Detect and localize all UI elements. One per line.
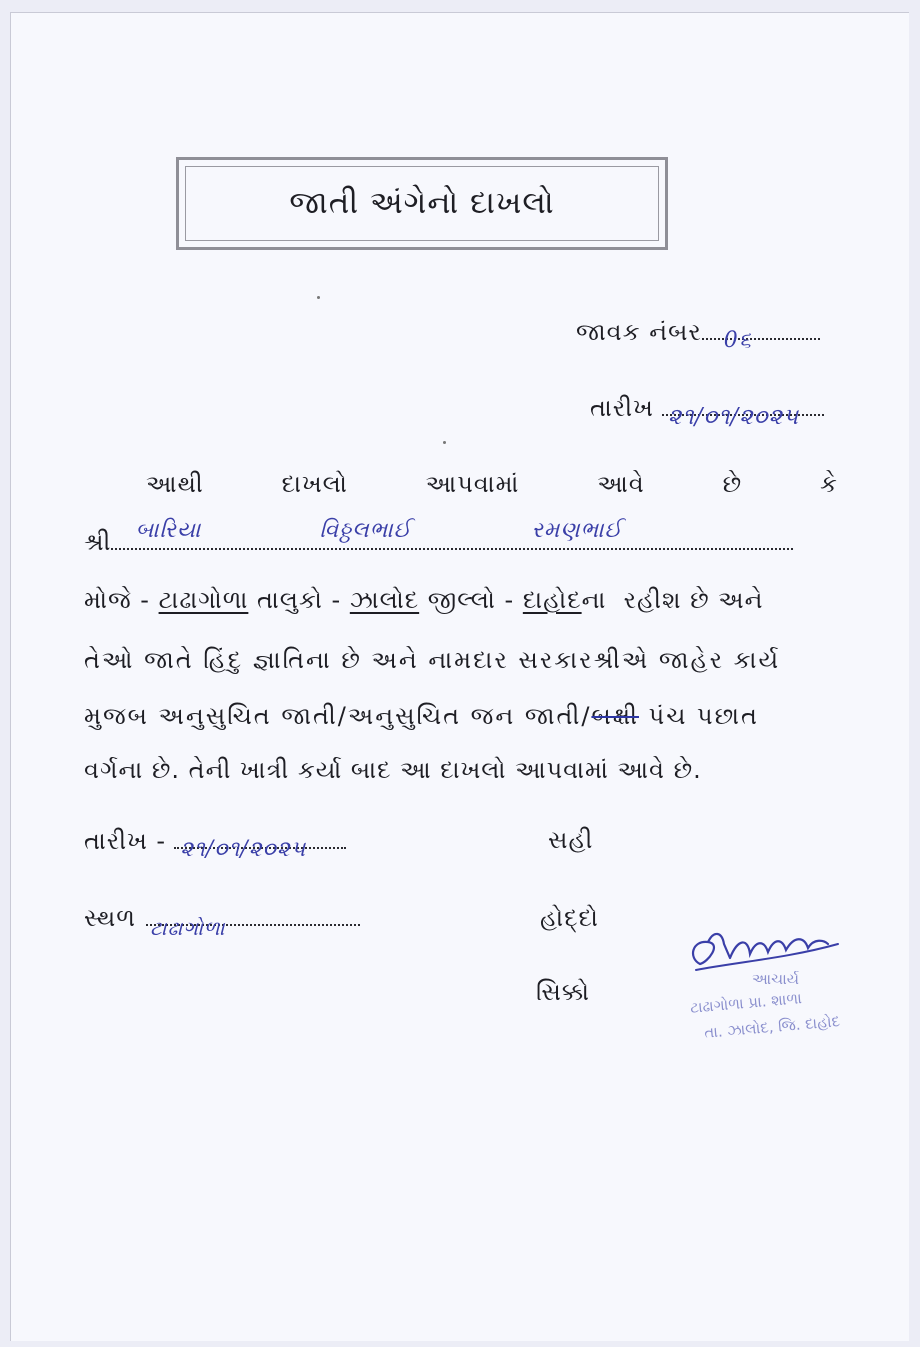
- place-label: સ્થળ: [84, 904, 137, 932]
- date-top-label: તારીખ: [590, 394, 654, 422]
- signature-label: સહી: [548, 826, 594, 854]
- intro-line: [146, 470, 838, 498]
- place-value: ટાઢાગોળા: [150, 916, 226, 940]
- title-frame: [176, 157, 668, 250]
- inward-number-value: 0૬: [723, 328, 753, 353]
- body-line-3: [84, 702, 759, 730]
- stamp-address: તા. ઝાલોદ, જિ. દાહોદ: [703, 1012, 841, 1042]
- name-field: [111, 518, 793, 550]
- village-prefix: મોજે -: [84, 586, 150, 614]
- intro-word: આવે: [597, 470, 645, 498]
- shri-label: શ્રી: [84, 528, 112, 556]
- intro-word: આપવામાં: [425, 470, 520, 498]
- document-title: જાતી અંગેનો દાખલો: [185, 166, 659, 241]
- intro-word: કે: [820, 470, 838, 498]
- date-top-field: [662, 404, 824, 430]
- place-field: [146, 916, 360, 940]
- footer-date-value: ૨૧/૦૧/૨૦૨૫: [180, 837, 307, 862]
- stamp-title: આચાર્ય: [752, 970, 800, 988]
- caste-category-text: મુજબ અનુસુચિત જાતી/અનુસુચિત જન જાતી/: [84, 702, 592, 730]
- stamp-school: ટાઢાગોળા પ્રા. શાળા: [689, 989, 803, 1017]
- taluka-name: ઝાલોદ: [349, 586, 420, 614]
- intro-word: દાખલો: [281, 470, 348, 498]
- name-word: બારિયા: [135, 518, 202, 543]
- paper-speck: [317, 296, 320, 299]
- inward-number-row: [576, 318, 820, 353]
- district-label: જીલ્લો -: [427, 586, 515, 614]
- date-top-value: ૨૧/૦૧/૨૦૨૫: [667, 404, 800, 430]
- seal-label: સિક્કો: [536, 978, 591, 1006]
- designation-label: હોદ્દો: [540, 904, 599, 932]
- name-word: રમણભાઈ: [531, 518, 623, 543]
- footer-date-label: તારીખ -: [84, 827, 167, 855]
- district-name: દાહોદ: [522, 586, 582, 614]
- body-line-2: તેઓ જાતે હિંદુ જ્ઞાતિના છે અને નામદાર સરકારશ્રીએ જાહેર કાર્ય: [84, 646, 781, 674]
- village-name: ટાઢાગોળા: [158, 586, 249, 614]
- footer-date-field: [174, 837, 346, 862]
- backward-class-text: પંચ પછાત: [639, 702, 759, 730]
- intro-word: છે: [722, 470, 743, 498]
- name-line: [84, 518, 793, 556]
- inward-number-field: [702, 328, 820, 353]
- footer-date-row: [84, 827, 346, 862]
- body-line-1: [84, 586, 763, 614]
- body-line-4: વર્ગના છે. તેની ખાત્રી કર્યા બાદ આ દાખલો આપવામાં આવે છે.: [84, 756, 702, 784]
- paper-speck: [443, 441, 446, 444]
- taluka-label: તાલુકો -: [257, 586, 342, 614]
- residence-text: ના રહીશ છે અને: [581, 586, 764, 614]
- footer-place-row: [84, 904, 360, 940]
- inward-number-label: જાવક નંબર: [576, 318, 702, 346]
- struck-category: બક્ષી: [591, 702, 639, 730]
- intro-word: આથી: [146, 470, 204, 498]
- name-word: વિઠ્ઠલભાઈ: [319, 518, 412, 543]
- date-top-row: [590, 394, 824, 430]
